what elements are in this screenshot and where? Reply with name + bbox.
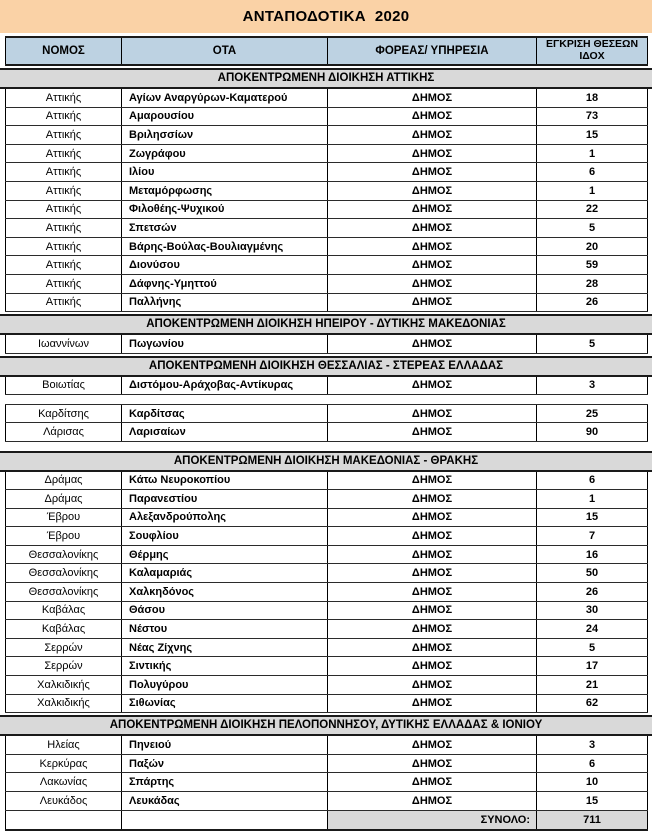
- table-row: [5, 108, 648, 127]
- foreas-cell: ΔΗΜΟΣ: [328, 509, 537, 527]
- nomos-cell: Αττικής: [5, 201, 122, 219]
- table-row: [5, 404, 648, 423]
- table-row: [5, 602, 648, 621]
- positions-cell: 5: [537, 335, 648, 353]
- positions-cell: 6: [537, 472, 648, 490]
- foreas-cell: ΔΗΜΟΣ: [328, 219, 537, 237]
- row-spacer: [0, 395, 652, 404]
- ota-cell: Δάφνης-Υμηττού: [122, 275, 328, 293]
- table-row: [5, 657, 648, 676]
- nomos-cell: Αττικής: [5, 89, 122, 107]
- positions-cell: 6: [537, 755, 648, 773]
- document-title: ΑΝΤΑΠΟΔΟΤΙΚΑ 2020: [0, 0, 652, 33]
- ota-cell: Αμαρουσίου: [122, 108, 328, 126]
- column-header-ota: ΟΤΑ: [122, 38, 328, 64]
- total-row: [5, 811, 648, 831]
- positions-cell: 1: [537, 182, 648, 200]
- ota-cell: Λευκάδας: [122, 792, 328, 810]
- nomos-cell: Θεσσαλονίκης: [5, 564, 122, 582]
- positions-cell: 59: [537, 256, 648, 274]
- table-row: [5, 546, 648, 565]
- nomos-cell: Αττικής: [5, 145, 122, 163]
- foreas-cell: ΔΗΜΟΣ: [328, 405, 537, 422]
- ota-cell: Σιθωνίας: [122, 695, 328, 713]
- ota-cell: Βάρης-Βούλας-Βουλιαγμένης: [122, 238, 328, 256]
- ota-cell: Πολυγύρου: [122, 676, 328, 694]
- foreas-cell: ΔΗΜΟΣ: [328, 256, 537, 274]
- table-row: [5, 639, 648, 658]
- ota-cell: Διονύσου: [122, 256, 328, 274]
- ota-cell: Αγίων Αναργύρων-Καματερού: [122, 89, 328, 107]
- table-row: [5, 423, 648, 442]
- section-header: ΑΠΟΚΕΝΤΡΩΜΕΝΗ ΔΙΟΙΚΗΣΗ ΜΑΚΕΔΟΝΙΑΣ - ΘΡΑΚΗΣ: [0, 451, 652, 472]
- column-header-egrisi-theseon: ΕΓΚΡΙΣΗ ΘΕΣΕΩΝ ΙΔΟΧ: [537, 38, 648, 64]
- foreas-cell: ΔΗΜΟΣ: [328, 583, 537, 601]
- ota-cell: Θάσου: [122, 602, 328, 620]
- nomos-cell: Θεσσαλονίκης: [5, 546, 122, 564]
- foreas-cell: ΔΗΜΟΣ: [328, 238, 537, 256]
- table-row: [5, 126, 648, 145]
- table-row: [5, 583, 648, 602]
- foreas-cell: ΔΗΜΟΣ: [328, 145, 537, 163]
- foreas-cell: ΔΗΜΟΣ: [328, 201, 537, 219]
- positions-cell: 25: [537, 405, 648, 422]
- foreas-cell: ΔΗΜΟΣ: [328, 564, 537, 582]
- nomos-cell: Σερρών: [5, 639, 122, 657]
- table-row: [5, 620, 648, 639]
- ota-cell: Φιλοθέης-Ψυχικού: [122, 201, 328, 219]
- nomos-cell: Αττικής: [5, 126, 122, 144]
- ota-cell: Ζωγράφου: [122, 145, 328, 163]
- nomos-cell: Αττικής: [5, 108, 122, 126]
- foreas-cell: ΔΗΜΟΣ: [328, 335, 537, 353]
- ota-cell: Παλλήνης: [122, 294, 328, 312]
- nomos-cell: Κερκύρας: [5, 755, 122, 773]
- positions-cell: 18: [537, 89, 648, 107]
- nomos-cell: Ιωαννίνων: [5, 335, 122, 353]
- ota-cell: Σπετσών: [122, 219, 328, 237]
- nomos-cell: Λακωνίας: [5, 773, 122, 791]
- positions-cell: 1: [537, 490, 648, 508]
- ota-cell: Χαλκηδόνος: [122, 583, 328, 601]
- foreas-cell: ΔΗΜΟΣ: [328, 126, 537, 144]
- positions-cell: 1: [537, 145, 648, 163]
- nomos-cell: Αττικής: [5, 238, 122, 256]
- table-row: [5, 377, 648, 396]
- foreas-cell: ΔΗΜΟΣ: [328, 294, 537, 312]
- nomos-cell: Δράμας: [5, 490, 122, 508]
- foreas-cell: ΔΗΜΟΣ: [328, 639, 537, 657]
- nomos-cell: Βοιωτίας: [5, 377, 122, 395]
- positions-cell: 10: [537, 773, 648, 791]
- foreas-cell: ΔΗΜΟΣ: [328, 620, 537, 638]
- foreas-cell: ΔΗΜΟΣ: [328, 89, 537, 107]
- foreas-cell: ΔΗΜΟΣ: [328, 423, 537, 441]
- positions-cell: 16: [537, 546, 648, 564]
- empty-cell: [122, 811, 328, 829]
- nomos-cell: Σερρών: [5, 657, 122, 675]
- positions-cell: 3: [537, 377, 648, 395]
- section-header: ΑΠΟΚΕΝΤΡΩΜΕΝΗ ΔΙΟΙΚΗΣΗ ΠΕΛΟΠΟΝΝΗΣΟΥ, ΔΥΤΙΚΗΣ ΕΛΛΑΔΑΣ & ΙΟΝΙΟΥ: [0, 715, 652, 736]
- row-spacer: [0, 442, 652, 449]
- positions-cell: 15: [537, 126, 648, 144]
- ota-cell: Καλαμαριάς: [122, 564, 328, 582]
- foreas-cell: ΔΗΜΟΣ: [328, 546, 537, 564]
- table-rows: [0, 68, 652, 831]
- table-row: [5, 773, 648, 792]
- table-row: [5, 564, 648, 583]
- table-row: [5, 736, 648, 755]
- total-value: 711: [537, 811, 648, 829]
- foreas-cell: ΔΗΜΟΣ: [328, 676, 537, 694]
- ota-cell: Λαρισαίων: [122, 423, 328, 441]
- ota-cell: Κάτω Νευροκοπίου: [122, 472, 328, 490]
- ota-cell: Διστόμου-Αράχοβας-Αντίκυρας: [122, 377, 328, 395]
- table-row: [5, 163, 648, 182]
- table-row: [5, 145, 648, 164]
- foreas-cell: ΔΗΜΟΣ: [328, 695, 537, 713]
- positions-cell: 62: [537, 695, 648, 713]
- foreas-cell: ΔΗΜΟΣ: [328, 602, 537, 620]
- table-row: [5, 182, 648, 201]
- section-header: ΑΠΟΚΕΝΤΡΩΜΕΝΗ ΔΙΟΙΚΗΣΗ ΘΕΣΣΑΛΙΑΣ - ΣΤΕΡΕΑΣ ΕΛΛΑΔΑΣ: [0, 356, 652, 377]
- ota-cell: Σουφλίου: [122, 527, 328, 545]
- positions-cell: 20: [537, 238, 648, 256]
- column-header-foreas: ΦΟΡΕΑΣ/ ΥΠΗΡΕΣΙΑ: [328, 38, 537, 64]
- foreas-cell: ΔΗΜΟΣ: [328, 527, 537, 545]
- table-row: [5, 695, 648, 714]
- total-label: ΣΥΝΟΛΟ:: [328, 811, 537, 829]
- positions-cell: 24: [537, 620, 648, 638]
- ota-cell: Παξών: [122, 755, 328, 773]
- table-row: [5, 89, 648, 108]
- table-row: [5, 238, 648, 257]
- ota-cell: Σιντικής: [122, 657, 328, 675]
- ota-cell: Βριλησσίων: [122, 126, 328, 144]
- table-row: [5, 472, 648, 491]
- table-row: [5, 755, 648, 774]
- positions-cell: 26: [537, 583, 648, 601]
- section-header: ΑΠΟΚΕΝΤΡΩΜΕΝΗ ΔΙΟΙΚΗΣΗ ΑΤΤΙΚΗΣ: [0, 68, 652, 89]
- ota-cell: Αλεξανδρούπολης: [122, 509, 328, 527]
- ota-cell: Ιλίου: [122, 163, 328, 181]
- foreas-cell: ΔΗΜΟΣ: [328, 736, 537, 754]
- nomos-cell: Αττικής: [5, 275, 122, 293]
- table-row: [5, 676, 648, 695]
- ota-cell: Μεταμόρφωσης: [122, 182, 328, 200]
- table-row: [5, 256, 648, 275]
- ota-cell: Νέστου: [122, 620, 328, 638]
- section-header: ΑΠΟΚΕΝΤΡΩΜΕΝΗ ΔΙΟΙΚΗΣΗ ΗΠΕΙΡΟΥ - ΔΥΤΙΚΗΣ ΜΑΚΕΔΟΝΙΑΣ: [0, 314, 652, 335]
- nomos-cell: Αττικής: [5, 163, 122, 181]
- positions-cell: 17: [537, 657, 648, 675]
- nomos-cell: Χαλκιδικής: [5, 676, 122, 694]
- foreas-cell: ΔΗΜΟΣ: [328, 182, 537, 200]
- positions-cell: 50: [537, 564, 648, 582]
- table-row: [5, 509, 648, 528]
- nomos-cell: Θεσσαλονίκης: [5, 583, 122, 601]
- table-row: [5, 490, 648, 509]
- positions-cell: 6: [537, 163, 648, 181]
- column-header-nomos: ΝΟΜΟΣ: [5, 38, 122, 64]
- nomos-cell: Λάρισας: [5, 423, 122, 441]
- positions-cell: 21: [537, 676, 648, 694]
- nomos-cell: Αττικής: [5, 256, 122, 274]
- ota-cell: Θέρμης: [122, 546, 328, 564]
- table-row: [5, 294, 648, 313]
- foreas-cell: ΔΗΜΟΣ: [328, 792, 537, 810]
- positions-cell: 3: [537, 736, 648, 754]
- table-row: [5, 527, 648, 546]
- nomos-cell: Λευκάδος: [5, 792, 122, 810]
- nomos-cell: Καβάλας: [5, 602, 122, 620]
- ota-cell: Καρδίτσας: [122, 405, 328, 422]
- positions-cell: 7: [537, 527, 648, 545]
- foreas-cell: ΔΗΜΟΣ: [328, 755, 537, 773]
- positions-cell: 5: [537, 219, 648, 237]
- ota-cell: Νέας Ζίχνης: [122, 639, 328, 657]
- nomos-cell: Έβρου: [5, 527, 122, 545]
- foreas-cell: ΔΗΜΟΣ: [328, 657, 537, 675]
- ota-cell: Παρανεστίου: [122, 490, 328, 508]
- foreas-cell: ΔΗΜΟΣ: [328, 490, 537, 508]
- nomos-cell: Καρδίτσης: [5, 405, 122, 422]
- nomos-cell: Αττικής: [5, 294, 122, 312]
- foreas-cell: ΔΗΜΟΣ: [328, 108, 537, 126]
- table-row: [5, 219, 648, 238]
- positions-cell: 22: [537, 201, 648, 219]
- positions-cell: 15: [537, 792, 648, 810]
- nomos-cell: Χαλκιδικής: [5, 695, 122, 713]
- positions-cell: 90: [537, 423, 648, 441]
- table-row: [5, 792, 648, 811]
- nomos-cell: Έβρου: [5, 509, 122, 527]
- table-row: [5, 335, 648, 354]
- nomos-cell: Αττικής: [5, 219, 122, 237]
- positions-cell: 15: [537, 509, 648, 527]
- nomos-cell: Καβάλας: [5, 620, 122, 638]
- ota-cell: Σπάρτης: [122, 773, 328, 791]
- foreas-cell: ΔΗΜΟΣ: [328, 472, 537, 490]
- ota-cell: Πηνειού: [122, 736, 328, 754]
- positions-cell: 30: [537, 602, 648, 620]
- nomos-cell: Δράμας: [5, 472, 122, 490]
- table-header-row: [5, 36, 648, 66]
- positions-cell: 73: [537, 108, 648, 126]
- foreas-cell: ΔΗΜΟΣ: [328, 275, 537, 293]
- positions-cell: 28: [537, 275, 648, 293]
- nomos-cell: Αττικής: [5, 182, 122, 200]
- positions-cell: 26: [537, 294, 648, 312]
- table-row: [5, 275, 648, 294]
- positions-cell: 5: [537, 639, 648, 657]
- table-row: [5, 201, 648, 220]
- empty-cell: [5, 811, 122, 829]
- foreas-cell: ΔΗΜΟΣ: [328, 163, 537, 181]
- foreas-cell: ΔΗΜΟΣ: [328, 773, 537, 791]
- nomos-cell: Ηλείας: [5, 736, 122, 754]
- ota-cell: Πωγωνίου: [122, 335, 328, 353]
- foreas-cell: ΔΗΜΟΣ: [328, 377, 537, 395]
